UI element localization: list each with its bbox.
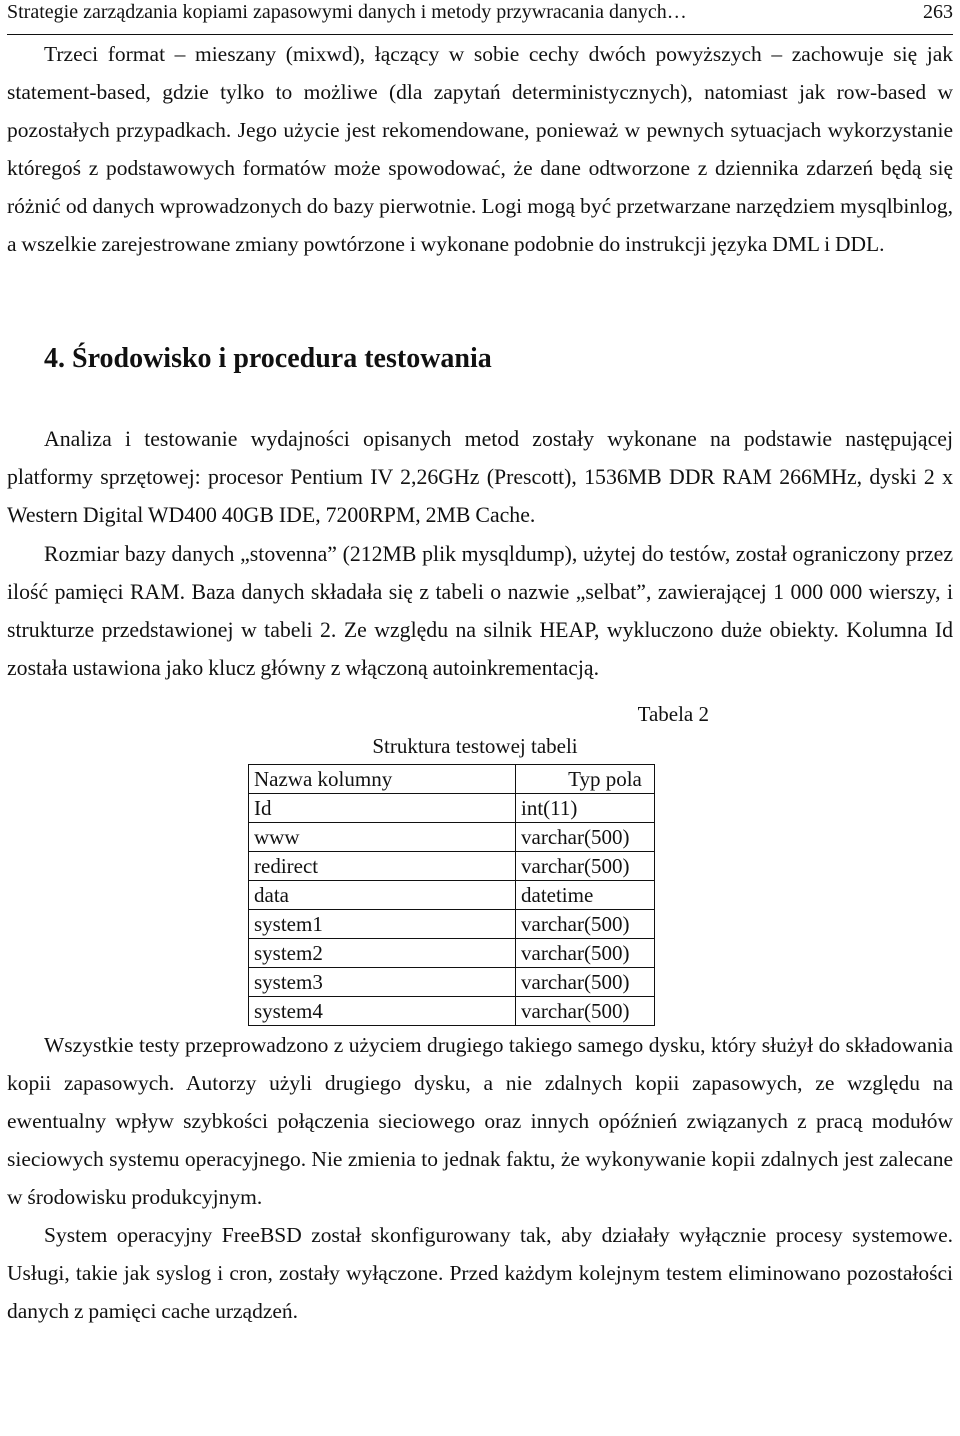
table-cell: system2 [249, 939, 516, 968]
paragraph-mixed-format: Trzeci format – mieszany (mixwd), łączący w sobie cechy dwóch powyższych – zachowuje się jak statement-based, gdzie tylko to możliwe (dla zapytań deterministycznych), natomiast jak row-based w pozostałych przypadkach. Jego użycie jest rekomendowane, ponieważ w pewnych sytuacjach wykorzystanie któregoś z podstawowych formatów może spowodować, że dane odtworzone z dziennika zdarzeń będą się różnić od danych wprowadzonych do bazy pierwotnie. Logi mogą być przetwarzane narzędziem mysqlbinlog, a wszelkie zarejestrowane zmiany powtórzone i wykonane podobnie do instrukcji języka DML i DDL. [7, 42, 953, 256]
table-row [249, 852, 655, 881]
table-cell: system4 [249, 997, 516, 1026]
table-caption: Struktura testowej tabeli [372, 734, 578, 759]
paragraph-database: Rozmiar bazy danych „stovenna” (212MB plik mysqldump), użytej do testów, został ograniczony przez ilość pamięci RAM. Baza danych składała się z tabeli o nazwie „selbat”, zawierającej 1 000 000 wierszy, i strukturze przedstawionej w tabeli 2. Ze względu na silnik HEAP, wykluczono duże obiekty. Kolumna Id została ustawiona jako klucz główny z włączoną autoinkrementacją. [7, 541, 953, 681]
table-row [249, 881, 655, 910]
table-cell: int(11) [516, 794, 655, 823]
table-cell: system3 [249, 968, 516, 997]
table-cell: varchar(500) [516, 823, 655, 852]
table-cell: varchar(500) [516, 968, 655, 997]
header-title: Strategie zarządzania kopiami zapasowymi danych i metody przywracania danych… [7, 1, 687, 23]
table-label: Tabela 2 [637, 702, 709, 727]
paragraph-platform: Analiza i testowanie wydajności opisanych metod zostały wykonane na podstawie następującej platformy sprzętowej: procesor Pentium IV 2,26GHz (Prescott), 1536MB DDR RAM 266MHz, dyski 2 x Western Digital WD400 40GB IDE, 7200RPM, 2MB Cache. [7, 427, 953, 528]
table-row [249, 968, 655, 997]
table-cell: data [249, 881, 516, 910]
table-row [249, 997, 655, 1026]
running-header [7, 0, 953, 35]
table-row [249, 794, 655, 823]
structure-table [248, 764, 655, 1026]
table-cell: varchar(500) [516, 939, 655, 968]
table-header-cell: Typ pola [516, 765, 655, 794]
table-cell: varchar(500) [516, 910, 655, 939]
table-row [249, 939, 655, 968]
table-header-row [249, 765, 655, 794]
table-row [249, 823, 655, 852]
table-cell: system1 [249, 910, 516, 939]
section-heading: 4. Środowisko i procedura testowania [44, 343, 492, 374]
table-row [249, 910, 655, 939]
table-cell: varchar(500) [516, 852, 655, 881]
table-cell: www [249, 823, 516, 852]
paragraph-test-disk: Wszystkie testy przeprowadzono z użyciem drugiego takiego samego dysku, który służył do składowania kopii zapasowych. Autorzy użyli drugiego dysku, a nie zdalnych kopii zapasowych, ze względu na ewentualny wpływ szybkości połączenia sieciowego oraz innych opóźnień związanych z pracą modułów sieciowych systemu operacyjnego. Nie zmienia to jednak faktu, że wykonywanie kopii zdalnych jest zalecane w środowisku produkcyjnym. [7, 1033, 953, 1210]
page-number: 263 [923, 1, 953, 23]
table-cell: datetime [516, 881, 655, 910]
table-cell: redirect [249, 852, 516, 881]
table-header-cell: Nazwa kolumny [249, 765, 516, 794]
paragraph-os-config: System operacyjny FreeBSD został skonfigurowany tak, aby działały wyłącznie procesy systemowe. Usługi, takie jak syslog i cron, zostały wyłączone. Przed każdym kolejnym testem eliminowano pozostałości danych z pamięci cache urządzeń. [7, 1223, 953, 1324]
document-page [7, 0, 953, 1330]
table-cell: Id [249, 794, 516, 823]
table-cell: varchar(500) [516, 997, 655, 1026]
